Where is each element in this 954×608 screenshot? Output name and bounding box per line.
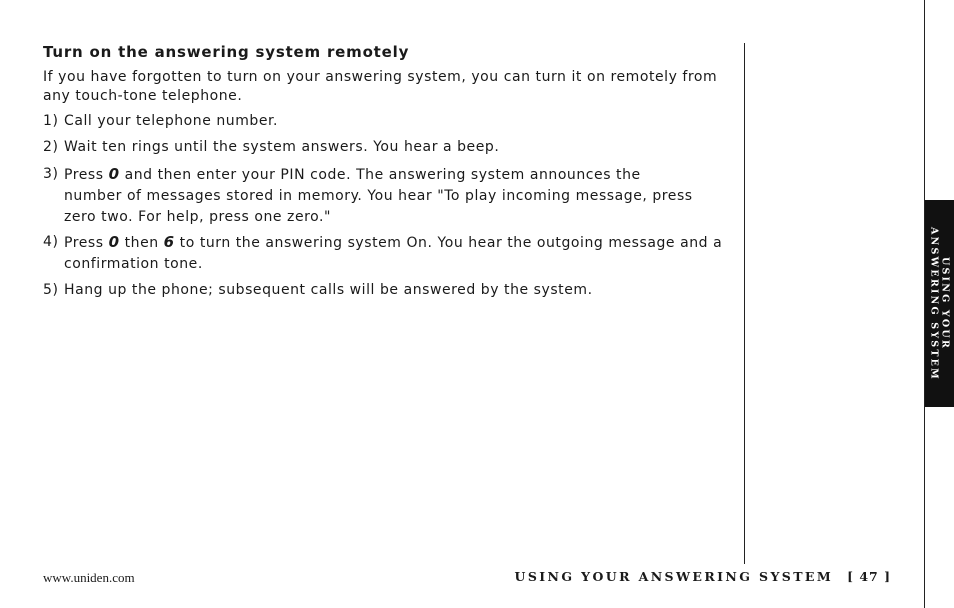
step-text [64, 232, 733, 275]
step-text-post: and then enter your PIN code. The answering system announces the number of messages stored in memory. You hear "To play incoming message, press zero two. For help, press one zero." [64, 167, 693, 225]
step-text-post: to turn the answering system On. You hear the outgoing message and a confirmation tone. [64, 235, 723, 272]
footer-running-title [515, 569, 891, 584]
step-2 [43, 137, 733, 158]
intro-paragraph: If you have forgotten to turn on your answering system, you can turn it on remotely from any touch-tone telephone. [43, 69, 718, 104]
step-text-mid: then [119, 235, 164, 251]
column-divider [744, 43, 745, 564]
section-side-tab [925, 200, 954, 407]
step-number: 3) [43, 166, 59, 182]
step-number: 1) [43, 113, 59, 129]
key-six: 6 [163, 233, 175, 251]
step-text-pre: Press [64, 235, 109, 251]
step-text-pre: Press [64, 167, 109, 183]
step-text: Wait ten rings until the system answers. You hear a beep. [64, 139, 500, 155]
step-3 [43, 164, 693, 228]
footer-url: www.uniden.com [43, 570, 135, 585]
step-text [64, 164, 693, 228]
step-5 [43, 280, 733, 301]
side-tab-label: USING YOUR ANSWERING SYSTEM [928, 226, 951, 381]
step-1 [43, 111, 733, 132]
step-4 [43, 232, 733, 275]
key-zero: 0 [108, 165, 120, 183]
step-number: 4) [43, 234, 59, 250]
step-number: 5) [43, 282, 59, 298]
footer-section: USING YOUR ANSWERING SYSTEM [514, 569, 834, 584]
page-number: [ 47 ] [847, 569, 891, 584]
step-text: Call your telephone number. [64, 113, 279, 129]
step-number: 2) [43, 139, 59, 155]
step-text: Hang up the phone; subsequent calls will be answered by the system. [64, 282, 593, 298]
key-zero: 0 [108, 233, 120, 251]
section-heading: Turn on the answering system remotely [43, 43, 410, 61]
